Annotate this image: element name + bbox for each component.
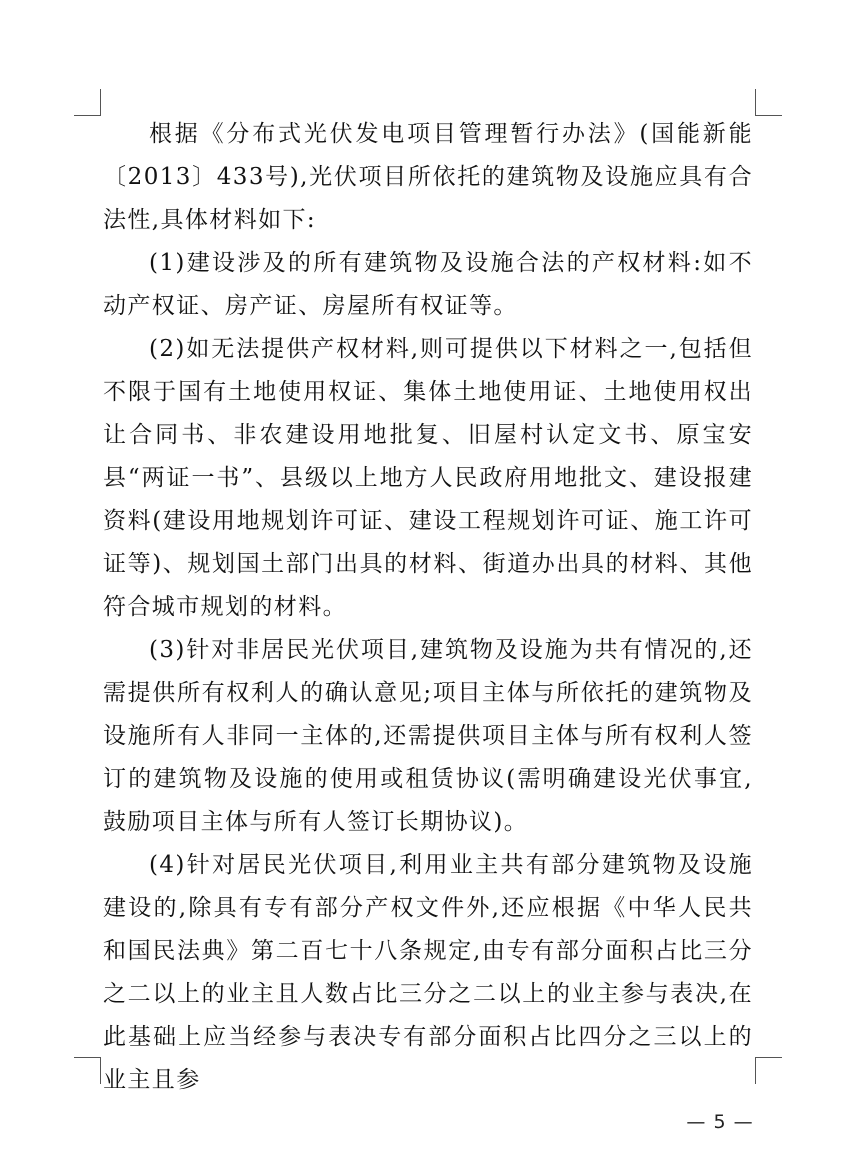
crop-mark-top-right (755, 89, 782, 116)
page-number: — 5 — (686, 1111, 754, 1133)
document-body (103, 113, 753, 1102)
paragraph-item-2: (2)如无法提供产权材料,则可提供以下材料之一,包括但不限于国有土地使用权证、集体土地使用证、土地使用权出让合同书、非农建设用地批复、旧屋村认定文书、原宝安县“两证一书”、县级以上地方人民政府用地批文、建设报建资料(建设用地规划许可证、建设工程规划许可证、施工许可证等)、规划国土部门出具的材料、街道办出具的材料、其他符合城市规划的材料。 (103, 336, 753, 620)
paragraph-item-4: (4)针对居民光伏项目,利用业主共有部分建筑物及设施建设的,除具有专有部分产权文件外,还应根据《中华人民共和国民法典》第二百七十八条规定,由专有部分面积占比三分之二以上的业主且人数占比三分之二以上的业主参与表决,在此基础上应当经参与表决专有部分面积占比四分之三以上的业主且参 (103, 852, 753, 1093)
paragraph-intro: 根据《分布式光伏发电项目管理暂行办法》(国能新能〔2013〕433号),光伏项目所依托的建筑物及设施应具有合法性,具体材料如下: (103, 121, 753, 233)
paragraph-item-3: (3)针对非居民光伏项目,建筑物及设施为共有情况的,还需提供所有权利人的确认意见;项目主体与所依托的建筑物及设施所有人非同一主体的,还需提供项目主体与所有权利人签订的建筑物及设施的使用或租赁协议(需明确建设光伏事宜,鼓励项目主体与所有人签订长期协议)。 (103, 637, 753, 835)
crop-mark-bottom-right (755, 1057, 782, 1084)
crop-mark-bottom-left (74, 1057, 101, 1084)
paragraph-item-1: (1)建设涉及的所有建筑物及设施合法的产权材料:如不动产权证、房产证、房屋所有权证等。 (103, 250, 753, 319)
crop-mark-top-left (74, 89, 101, 116)
